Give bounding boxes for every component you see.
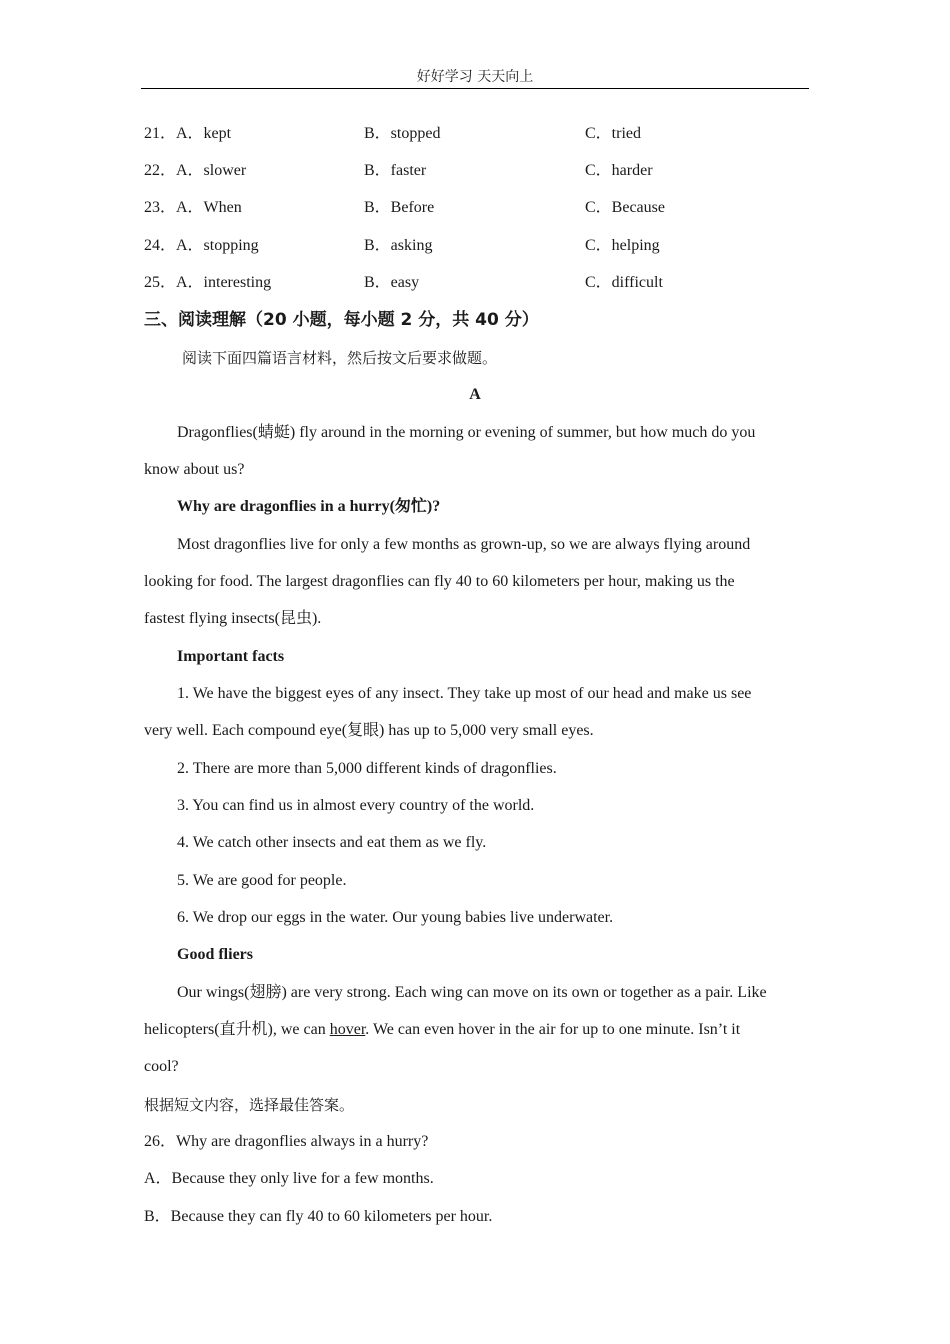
option-c: C．tried xyxy=(585,125,641,142)
question-instruction: 根据短文内容，选择最佳答案。 xyxy=(144,1096,355,1114)
section-instruction: 阅读下面四篇语言材料，然后按文后要求做题。 xyxy=(182,349,498,367)
answer-option-a: A．Because they only live for a few months. xyxy=(144,1170,434,1187)
fact-item: 1. We have the biggest eyes of any insect. They take up most of our head and make us see xyxy=(177,685,752,702)
header-divider xyxy=(141,88,809,89)
passage-heading: Good fliers xyxy=(177,946,253,963)
option-c: C．helping xyxy=(585,237,660,254)
option-a: 21．A．kept xyxy=(144,125,232,142)
fact-item: 2. There are more than 5,000 different kinds of dragonflies. xyxy=(177,760,557,777)
option-row-25 xyxy=(144,273,804,293)
option-row-24 xyxy=(144,236,804,256)
section-title: 三、阅读理解（20 小题，每小题 2 分，共 40 分） xyxy=(144,310,539,330)
option-row-22 xyxy=(144,161,804,181)
option-c: C．Because xyxy=(585,199,665,216)
fact-item: very well. Each compound eye(复眼) has up to 5,000 very small eyes. xyxy=(144,722,594,739)
option-a: 22．A．slower xyxy=(144,162,247,179)
fact-item: 4. We catch other insects and eat them as we fly. xyxy=(177,834,487,851)
passage-label: A xyxy=(469,386,481,403)
passage-text: Our wings(翅膀) are very strong. Each wing can move on its own or together as a pair. Like xyxy=(177,984,767,1001)
passage-text-part: . We can even hover in the air for up to one minute. Isn’t it xyxy=(365,1021,741,1038)
passage-text: fastest flying insects(昆虫). xyxy=(144,610,322,627)
option-b: B．easy xyxy=(364,274,420,291)
passage-text: cool? xyxy=(144,1058,179,1075)
option-b: B．asking xyxy=(364,237,433,254)
passage-heading: Why are dragonflies in a hurry(匆忙)? xyxy=(177,498,441,515)
passage-text: looking for food. The largest dragonflies can fly 40 to 60 kilometers per hour, making us the xyxy=(144,573,735,590)
option-a: 23．A．When xyxy=(144,199,242,216)
passage-text: know about us? xyxy=(144,461,245,478)
option-c: C．harder xyxy=(585,162,653,179)
question-26: 26．Why are dragonflies always in a hurry? xyxy=(144,1133,429,1150)
passage-text: Dragonflies(蜻蜓) fly around in the morning or evening of summer, but how much do you xyxy=(177,424,756,441)
fact-item: 6. We drop our eggs in the water. Our young babies live underwater. xyxy=(177,909,614,926)
fact-item: 3. You can find us in almost every country of the world. xyxy=(177,797,535,814)
option-c: C．difficult xyxy=(585,274,663,291)
fact-item: 5. We are good for people. xyxy=(177,872,347,889)
passage-heading: Important facts xyxy=(177,648,285,665)
option-row-23 xyxy=(144,198,804,218)
option-b: B．faster xyxy=(364,162,427,179)
option-b: B．Before xyxy=(364,199,435,216)
answer-option-b: B．Because they can fly 40 to 60 kilometers per hour. xyxy=(144,1208,493,1225)
option-b: B．stopped xyxy=(364,125,441,142)
underlined-word: hover xyxy=(329,1021,366,1038)
page-header: 好好学习 天天向上 xyxy=(416,69,534,85)
option-a: 25．A．interesting xyxy=(144,274,272,291)
option-a: 24．A．stopping xyxy=(144,237,259,254)
passage-text: Most dragonflies live for only a few months as grown-up, so we are always flying around xyxy=(177,536,751,553)
passage-text xyxy=(144,1020,740,1040)
option-row-21 xyxy=(144,124,804,144)
passage-text-part: helicopters(直升机), we can xyxy=(144,1021,330,1038)
